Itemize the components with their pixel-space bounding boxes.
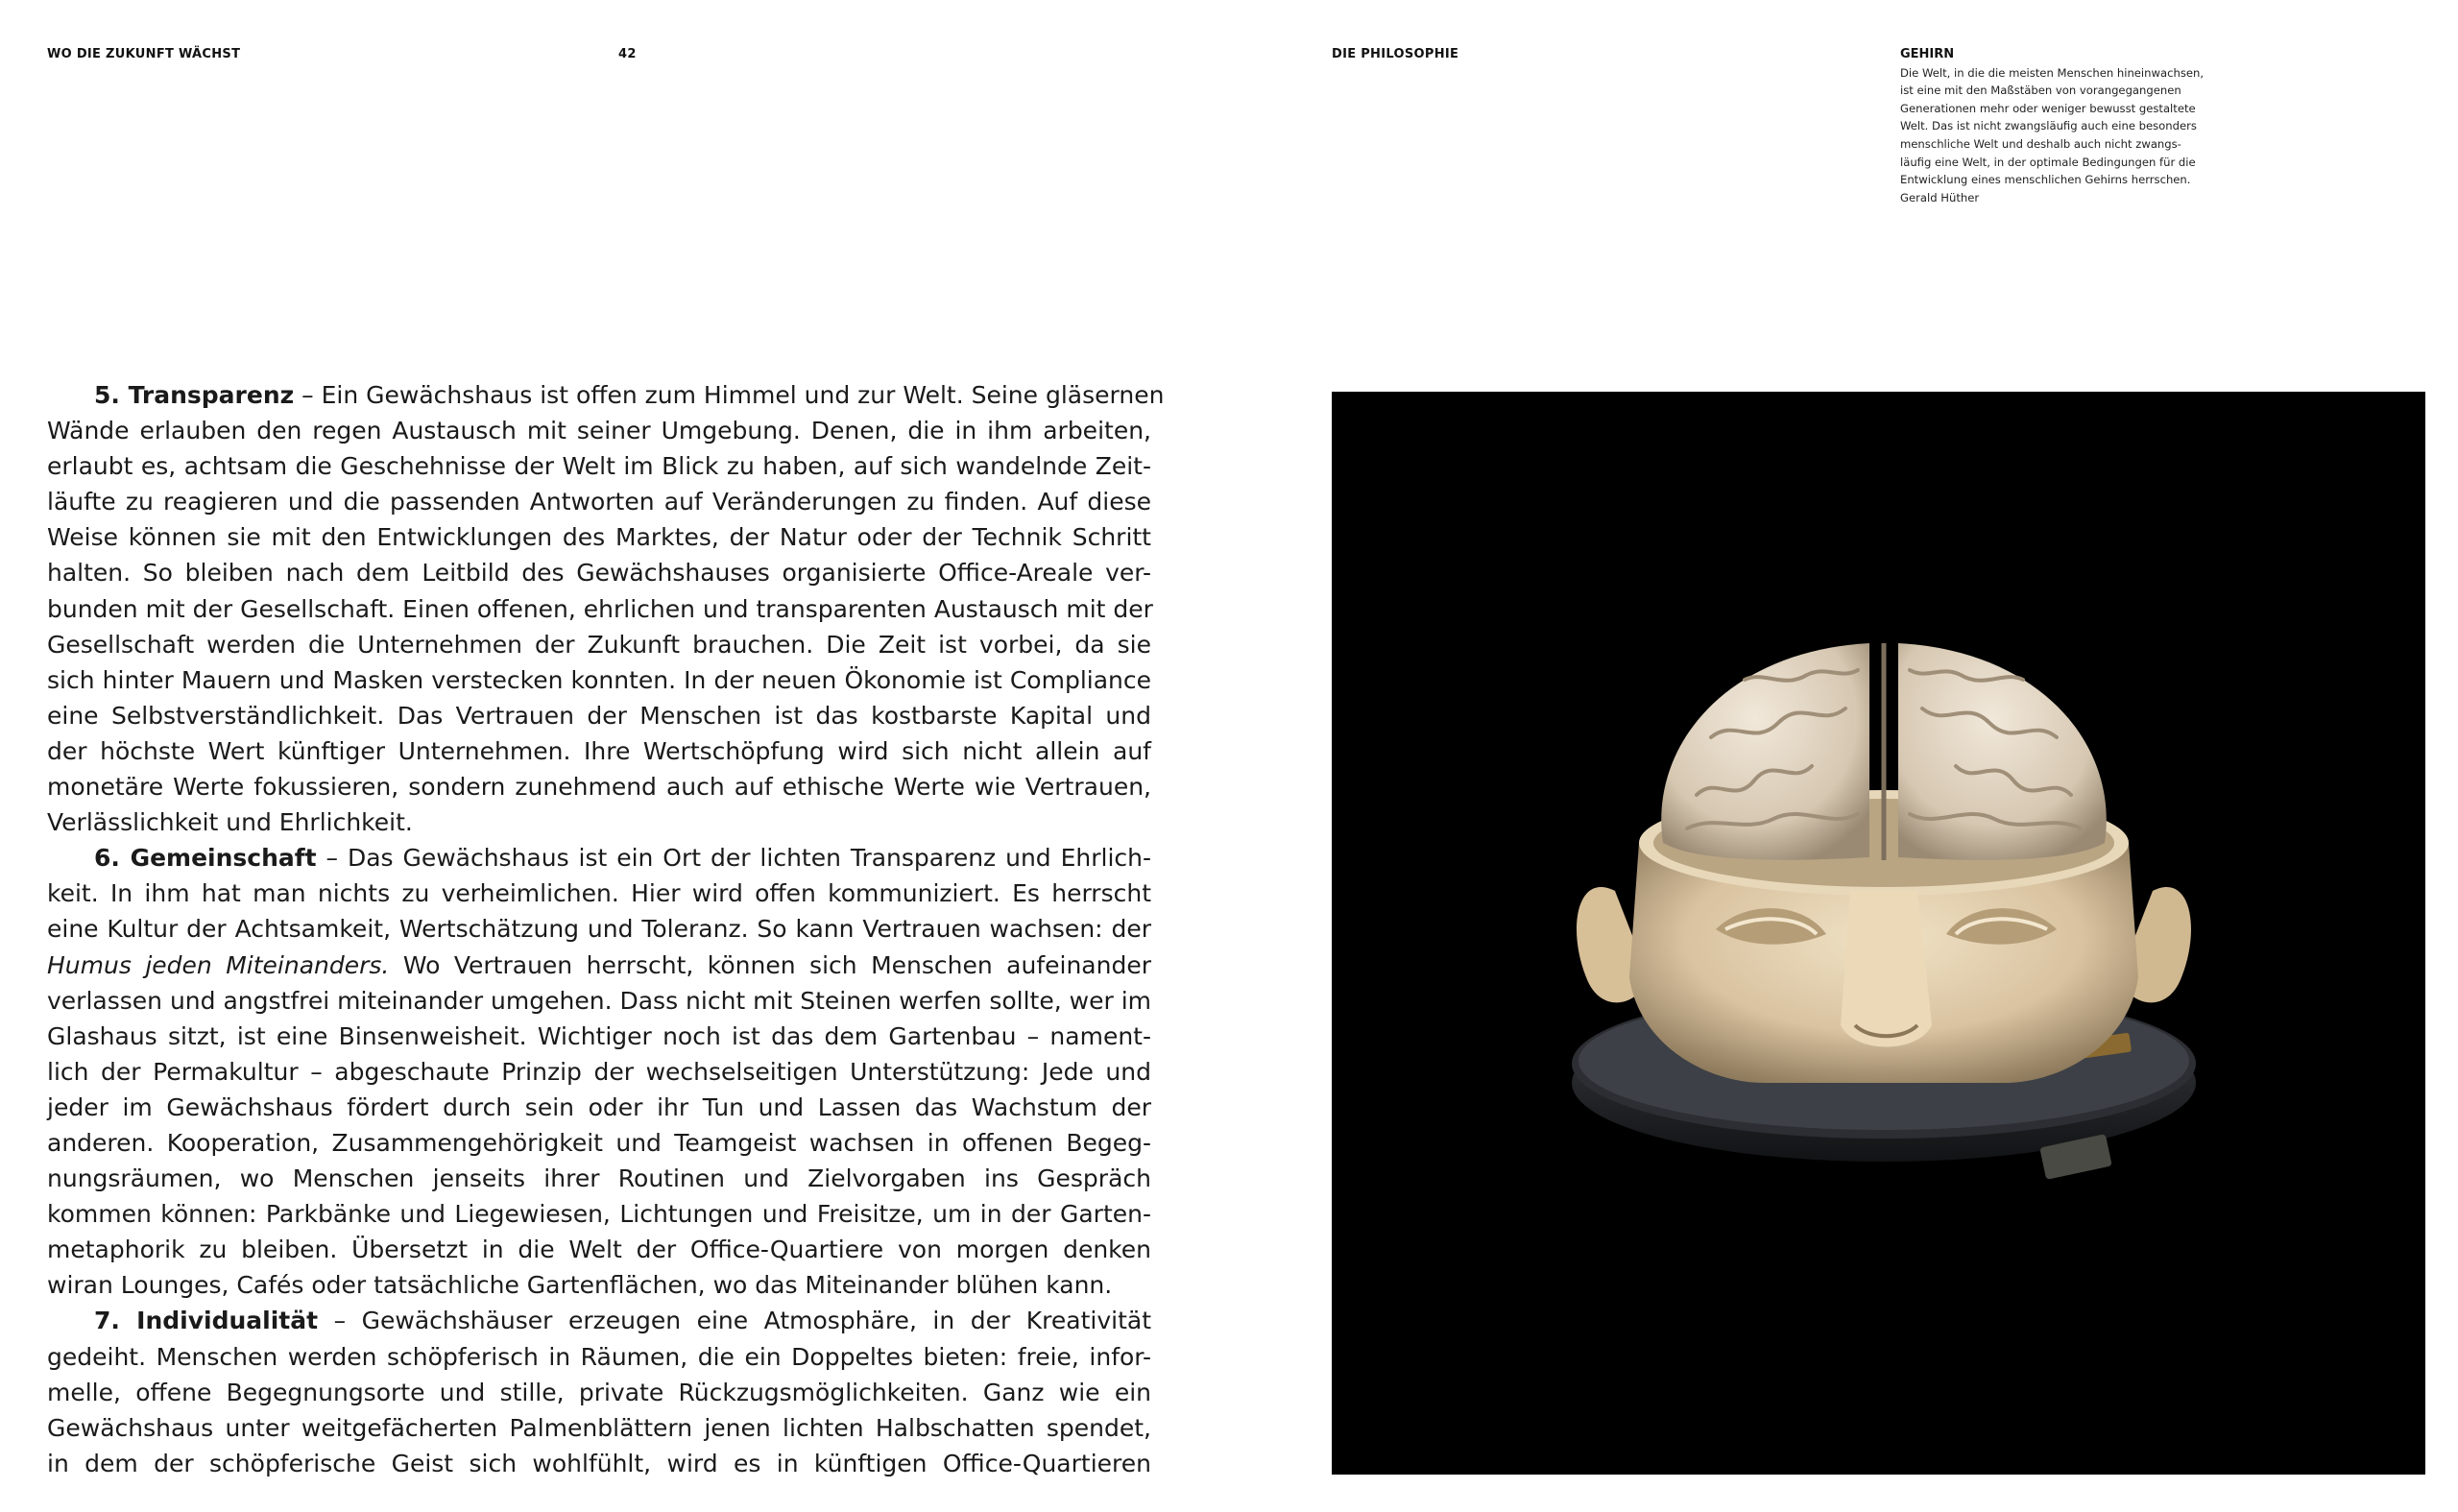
section-5-line: erlaubt es, achtsam die Geschehnisse der Welt im Blick zu haben, auf sich wandelnde Zeit-: [47, 452, 1151, 481]
sidebar-quote-line: ist eine mit den Maßstäben von vorangegangenen: [1900, 84, 2181, 98]
section-6-line: nungsräumen, wo Menschen jenseits ihrer Routinen und Zielvorgaben ins Gespräch: [47, 1164, 1151, 1193]
section-6-line: anderen. Kooperation, Zusammengehörigkeit und Teamgeist wachsen in offenen Begeg-: [47, 1128, 1151, 1157]
sidebar-quote-author: Gerald Hüther: [1900, 190, 1980, 204]
section-6-line: jeder im Gewächshaus fördert durch sein oder ihr Tun und Lassen das Wachstum der: [47, 1092, 1151, 1121]
brain-model-illustration: [1332, 392, 2425, 1475]
section-5-line: Weise können sie mit den Entwicklungen des Marktes, der Natur oder der Technik Schritt: [47, 523, 1151, 552]
running-head-right-title: DIE PHILOSOPHIE: [1332, 47, 1459, 61]
section-7-line: 7. Individualität – Gewächshäuser erzeugen eine Atmosphäre, in der Kreativität: [94, 1307, 1152, 1335]
section-7-line: in dem der schöpferische Geist sich wohlfühlt, wird es in künftigen Office-Quartieren: [47, 1449, 1151, 1477]
section-5-line: Wände erlauben den regen Austausch mit seiner Umgebung. Denen, die in ihm arbeiten,: [47, 417, 1151, 445]
sidebar-quote-line: läufig eine Welt, in der optimale Bedingungen für die: [1900, 155, 2196, 169]
section-6-heading: 6. Gemeinschaft: [94, 844, 317, 873]
page-number: 42: [618, 47, 637, 61]
section-5-line: halten. So bleiben nach dem Leitbild des Gewächshauses organisierte Office-Areale ver-: [47, 559, 1151, 588]
section-6-line: eine Kultur der Achtsamkeit, Wertschätzung und Toleranz. So kann Vertrauen wachsen: der: [47, 915, 1151, 944]
section-5-line: 5. Transparenz – Ein Gewächshaus ist offen zum Himmel und zur Welt. Seine gläsernen: [94, 381, 1165, 409]
section-7-heading: 7. Individualität: [94, 1307, 319, 1335]
section-5-line: der höchste Wert künftiger Unternehmen. Ihre Wertschöpfung wird sich nicht allein auf: [47, 736, 1151, 765]
section-6-line: metaphorik zu bleiben. Übersetzt in die Welt der Office-Quartiere von morgen denken: [47, 1236, 1151, 1264]
sidebar-quote-line: Welt. Das ist nicht zwangsläufig auch eine besonders: [1900, 119, 2197, 133]
section-5-line: bunden mit der Gesellschaft. Einen offenen, ehrlichen und transparenten Austausch mit der: [47, 594, 1153, 623]
sidebar-quote-line: Die Welt, in die die meisten Menschen hineinwachsen,: [1900, 65, 2205, 80]
section-6-line: kommen können: Parkbänke und Liegewiesen, Lichtungen und Freisitze, um in der Garten-: [47, 1200, 1151, 1229]
section-5-line: monetäre Werte fokussieren, sondern zunehmend auch auf ethische Werte wie Vertrauen,: [47, 773, 1151, 802]
brain-model-photo: [1332, 392, 2425, 1475]
section-5-line: sich hinter Mauern und Masken verstecken konnten. In der neuen Ökonomie ist Compliance: [47, 665, 1151, 694]
section-6-line: Humus jeden Miteinanders. Wo Vertrauen herrscht, können sich Menschen aufeinander: [47, 950, 1151, 979]
body-text-column: [47, 377, 1165, 1481]
running-head-left-title: WO DIE ZUKUNFT WÄCHST: [47, 47, 241, 61]
sidebar-quote-title: GEHIRN: [1900, 47, 1955, 61]
section-7-line: gedeiht. Menschen werden schöpferisch in Räumen, die ein Doppeltes bieten: freie, infor-: [47, 1342, 1151, 1371]
section-5-line: läufte zu reagieren und die passenden Antworten auf Veränderungen zu finden. Auf diese: [47, 488, 1151, 516]
section-5-line: Gesellschaft werden die Unternehmen der Zukunft brauchen. Die Zeit ist vorbei, da sie: [47, 630, 1151, 659]
sidebar-quote-line: Entwicklung eines menschlichen Gehirns herrschen.: [1900, 173, 2191, 187]
sidebar-quote: [1900, 46, 2246, 206]
section-6-line: verlassen und angstfrei miteinander umgehen. Dass nicht mit Steinen werfen sollte, wer im: [47, 986, 1151, 1015]
section-7-line: Gewächshaus unter weitgefächerten Palmenblättern jenen lichten Halbschatten spendet,: [47, 1413, 1151, 1442]
section-7-line: melle, offene Begegnungsorte und stille, private Rückzugsmöglichkeiten. Ganz wie ein: [47, 1378, 1151, 1406]
section-5-line: Verlässlichkeit und Ehrlichkeit.: [47, 808, 413, 837]
section-6-line: 6. Gemeinschaft – Das Gewächshaus ist ein Ort der lichten Transparenz und Ehrlich-: [94, 844, 1151, 873]
sidebar-quote-line: menschliche Welt und deshalb auch nicht zwangs-: [1900, 136, 2181, 151]
section-6-line: Glashaus sitzt, ist eine Binsenweisheit. Wichtiger noch ist das dem Gartenbau – nament-: [47, 1021, 1151, 1050]
section-6-line: wiran Lounges, Cafés oder tatsächliche Gartenflächen, wo das Miteinander blühen kann.: [47, 1271, 1113, 1300]
section-6-line: keit. In ihm hat man nichts zu verheimlichen. Hier wird offen kommuniziert. Es herrscht: [47, 879, 1151, 908]
section-5-line: eine Selbstverständlichkeit. Das Vertrauen der Menschen ist das kostbarste Kapital und: [47, 701, 1151, 730]
section-6-line: lich der Permakultur – abgeschaute Prinzip der wechselseitigen Unterstützung: Jede und: [47, 1057, 1151, 1086]
section-5-heading: 5. Transparenz: [94, 381, 295, 409]
sidebar-quote-line: Generationen mehr oder weniger bewusst gestaltete: [1900, 101, 2196, 115]
